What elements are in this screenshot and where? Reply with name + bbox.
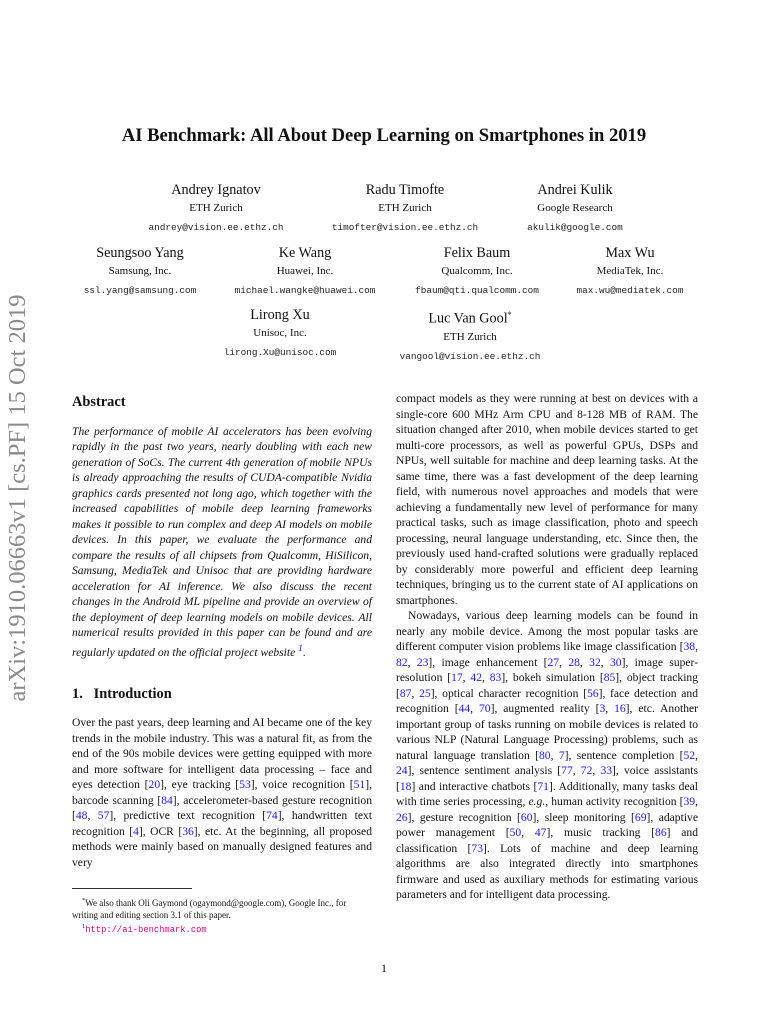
citation-link[interactable]: 82 [396, 655, 408, 669]
author-affiliation: ETH Zurich [443, 330, 497, 343]
citation-link[interactable]: 27 [547, 655, 560, 669]
abstract-heading: Abstract [72, 394, 126, 410]
author-affiliation: ETH Zurich [189, 202, 243, 214]
text-span: , [605, 702, 615, 715]
author-name: Andrey Ignatov [171, 182, 261, 198]
author-email: timofter@vision.ee.ethz.ch [331, 222, 479, 233]
citation-link[interactable]: 72 [580, 764, 593, 777]
text-span: Nowadays, various deep learning models can be found in nearly any mobile device. Among the most popular tasks are different computer vision problems like image classification [ [396, 609, 698, 653]
text-span: , [695, 748, 698, 762]
text-span: ]. Lots of machine and deep learning algorithms are also integrated directly into smartphones firmware and used as auxiliary methods for estimating various parameters and for intelligent data processing. [396, 841, 698, 901]
text-span: ] and classification [ [396, 826, 699, 855]
citation-link[interactable]: 39 [683, 795, 696, 808]
citation-link[interactable]: 47 [534, 826, 547, 839]
text-span: ], augmented reality [ [490, 702, 600, 715]
text-span: ], voice recognition [ [250, 778, 354, 792]
text-span: ], OCR [ [138, 824, 183, 838]
author-affiliation: Google Research [537, 202, 613, 214]
text-span: ], handwritten text recognition [ [72, 809, 372, 838]
citation-link[interactable]: 87 [399, 686, 412, 700]
right-column [396, 391, 698, 903]
text-span: ] and interactive chatbots [ [411, 779, 538, 793]
text-span: , [481, 671, 490, 684]
text-span: ], optical character recognition [ [430, 686, 587, 700]
abstract-text [72, 424, 372, 660]
citation-link[interactable]: 23 [416, 655, 429, 669]
author-block [530, 244, 730, 297]
text-span: ], etc. Another important group of tasks running on mobile devices is related to various NLP (Natural Language Processing) problems, such as natural language translation [ [396, 702, 699, 762]
citation-link[interactable]: 17 [451, 671, 463, 684]
text-span: ], accelerometer-based gesture recognition [ [72, 793, 373, 823]
introduction-heading [72, 687, 372, 703]
text-span: , [407, 655, 417, 669]
citation-link[interactable]: 73 [471, 841, 483, 855]
author-name: Ke Wang [278, 245, 332, 261]
author-name: Radu Timofte [365, 182, 445, 198]
citation-link[interactable]: 33 [600, 764, 613, 777]
intro-paragraph [396, 608, 698, 903]
intro-paragraph-continued: compact models as they were running at best on devices with a single-core 600 MHz Arm CPU and 8-128 MB of RAM. The situation changed after 2010, when mobile devices started to get multi-core processors, as well as powerful GPUs, DSPs and NPUs, well suitable for machine and deep learning tasks. At the same time, there was a fast development of the deep learning field, with numerous novel approaches and models that were achieving a fundamentally new level of performance for many practical tasks, such as image classification, photo and speech processing, neural language understanding, etc. Since then, the previously used hand-crafted solutions were gradually replaced by considerably more powerful and efficient deep learning techniques, bringing us to the current state of AI applications on smartphones. [396, 392, 698, 607]
text-span: ], object tracking [ [396, 671, 699, 700]
text-span: e.g. [528, 795, 546, 808]
citation-link[interactable]: 83 [489, 671, 502, 684]
citation-link[interactable]: 86 [655, 826, 667, 839]
text-span: ], eye tracking [ [160, 778, 240, 792]
footnote-mark: 1 [82, 923, 86, 930]
author-affiliation: Samsung, Inc. [108, 265, 172, 277]
citation-link[interactable]: 26 [396, 810, 408, 824]
author-name: Seungsoo Yang [96, 245, 184, 261]
author-email: vangool@vision.ee.ethz.ch [399, 350, 541, 362]
text-span: ], adaptive power management [ [396, 810, 698, 839]
text-span: , [572, 764, 581, 777]
text-span: ], sleep monitoring [ [532, 810, 635, 824]
text-span: ], gesture recognition [ [407, 810, 521, 824]
author-name: Lirong Xu [250, 307, 310, 323]
citation-link[interactable]: 60 [520, 810, 533, 824]
text-span: , [559, 655, 569, 669]
text-span: ], image enhancement [ [428, 655, 548, 669]
footnote-acknowledgement [72, 895, 372, 921]
citation-link[interactable]: 25 [419, 686, 431, 700]
citation-link[interactable]: 71 [537, 779, 549, 793]
author-name-text: Luc Van Gool [428, 310, 508, 327]
author-email: max.wu@mediatek.com [576, 285, 684, 296]
citation-link[interactable]: 30 [609, 655, 622, 669]
text-span: , [579, 655, 590, 669]
text-span: , [695, 640, 698, 653]
abstract-body: The performance of mobile AI accelerators has been evolving rapidly in the past two years, nearly doubling with each new generation of SoCs. The current 4th generation of mobile NPUs is already approaching the results of CUDA-compatible Nvidia graphics cards presented not long ago, which together with the increased capabilities of mobile deep learning frameworks makes it possible to run complex and deep AI models on mobile devices. In this paper, we evaluate the performance and compare the results of all chipsets from Qualcomm, HiSilicon, Samsung, MediaTek and Unisoc that are providing hardware acceleration for AI inference. We also discuss the recent changes in the Android ML pipeline and provide an overview of the deployment of deep learning models on mobile devices. All numerical results provided in this paper can be found and are regularly updated on the official project website [72, 424, 372, 659]
author-email: ssl.yang@samsung.com [83, 285, 197, 296]
author-block [116, 181, 316, 234]
text-span: , [550, 748, 559, 762]
footnote-divider [72, 888, 192, 889]
intro-paragraph [72, 715, 372, 870]
citation-link[interactable]: 74 [266, 809, 278, 823]
citation-link[interactable]: 16 [614, 702, 626, 715]
citation-link[interactable]: 32 [589, 655, 601, 669]
text-span: , [592, 764, 601, 777]
page-number: 1 [381, 961, 387, 975]
text-span: ], sentence sentiment analysis [ [407, 764, 562, 777]
citation-link[interactable]: 48 [75, 809, 88, 823]
paper-title: AI Benchmark: All About Deep Learning on Smartphones in 2019 [121, 125, 647, 146]
text-span: ], barcode scanning [ [72, 778, 373, 807]
text-span: ]. Additionally, many tasks deal with time series processing, [396, 779, 698, 808]
author-email: michael.wangke@huawei.com [234, 285, 376, 296]
text-span: ], etc. At the beginning, all proposed methods were mainly based on manually designed features and very [72, 824, 372, 869]
citation-link[interactable]: 84 [161, 793, 173, 807]
footnote-website [72, 921, 372, 937]
text-span: Over the past years, deep learning and AI became one of the key trends in the mobile industry. This was a natural fit, as from the end of the 90s mobile devices were getting equipped with more and more software for intelligent data processing – face and eyes detection [ [72, 716, 372, 792]
text-span: , [600, 655, 610, 669]
author-affiliation: Unisoc, Inc. [253, 327, 307, 339]
author-affiliation: ETH Zurich [378, 202, 432, 214]
citation-link[interactable]: 56 [586, 686, 599, 700]
text-span: ], image super-resolution [ [396, 655, 699, 684]
citation-link[interactable]: 20 [148, 778, 161, 792]
footnotes [72, 888, 372, 937]
left-column [72, 395, 372, 870]
citation-link[interactable]: 77 [561, 764, 573, 777]
citation-link[interactable]: 24 [396, 764, 408, 777]
text-span: , [411, 686, 420, 700]
citation-link[interactable]: 69 [634, 810, 647, 824]
citation-link[interactable]: 51 [353, 778, 366, 792]
citation-link[interactable]: 44 [458, 702, 471, 715]
text-span: ], face detection and recognition [ [396, 686, 699, 715]
text-span: ], music tracking [ [546, 826, 656, 839]
footnote-link[interactable]: 1 [298, 642, 303, 654]
citation-link[interactable]: 57 [97, 809, 110, 823]
citation-link[interactable]: 85 [603, 671, 616, 684]
text-span: , [695, 795, 698, 808]
author-email: lirong.Xu@unisoc.com [223, 347, 337, 358]
author-name: Andrei Kulik [537, 182, 613, 198]
author-name [370, 306, 570, 328]
citation-link[interactable]: 38 [683, 640, 696, 653]
citation-link[interactable]: 53 [239, 778, 251, 792]
text-span: , human activity recognition [ [545, 795, 684, 808]
text-span: ], sentence completion [ [564, 748, 684, 762]
author-block [475, 181, 675, 234]
arxiv-identifier-stamp: arXiv:1910.06663v1 [cs.PF] 15 Oct 2019 [4, 294, 31, 702]
text-span: , [470, 702, 479, 715]
section-number: 1. [72, 685, 83, 702]
abstract-end: . [302, 645, 306, 659]
citation-link[interactable]: 3 [599, 702, 606, 715]
author-block [205, 244, 405, 297]
author-affiliation: Huawei, Inc. [276, 265, 334, 277]
project-website-link[interactable]: http://ai-benchmark.com [85, 925, 207, 935]
author-email: fbaum@qti.qualcomm.com [415, 285, 539, 296]
citation-link[interactable]: 18 [399, 779, 412, 793]
citation-link[interactable]: 70 [479, 702, 491, 715]
author-affiliation: MediaTek, Inc. [596, 265, 664, 277]
text-span: , [462, 671, 471, 684]
citation-link[interactable]: 36 [182, 824, 194, 838]
author-block [180, 306, 380, 359]
citation-link[interactable]: 4 [133, 824, 139, 838]
author-email: andrey@vision.ee.ethz.ch [148, 222, 284, 233]
author-email: akulik@google.com [527, 222, 623, 233]
text-span: ], predictive text recognition [ [109, 809, 267, 823]
citation-link[interactable]: 50 [509, 826, 522, 839]
author-name: Felix Baum [443, 245, 511, 261]
author-block [370, 306, 570, 363]
text-span: , [87, 809, 98, 823]
footnote-text: We also thank Oli Gaymond (ogaymond@google.com), Google Inc., for writing and editing section 3.1 of this paper. [72, 898, 347, 920]
citation-link[interactable]: 28 [568, 655, 580, 669]
citation-link[interactable]: 80 [538, 748, 551, 762]
author-name: Max Wu [605, 245, 655, 261]
text-span: , [521, 826, 535, 839]
citation-link[interactable]: 7 [558, 748, 565, 762]
text-span: ], voice assistants [ [396, 764, 698, 793]
author-affiliation: Qualcomm, Inc. [441, 265, 513, 277]
text-span: ], bokeh simulation [ [501, 671, 604, 684]
citation-link[interactable]: 42 [470, 671, 482, 684]
footnote-mark: * [82, 897, 86, 904]
author-footnote-mark: * [507, 310, 512, 319]
citation-link[interactable]: 52 [683, 748, 696, 762]
section-title: Introduction [93, 685, 172, 702]
